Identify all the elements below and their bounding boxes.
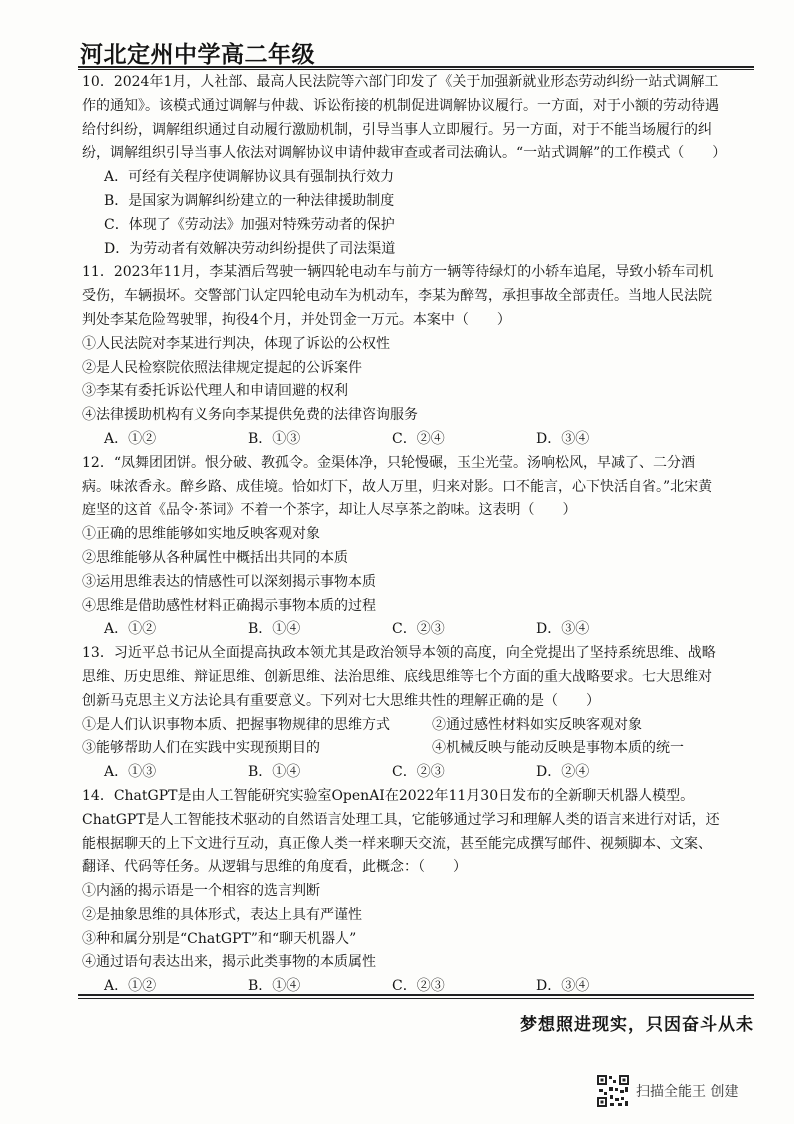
question-14 — [82, 785, 722, 999]
statement-1: ①内涵的揭示语是一个相容的选言判断 — [82, 883, 320, 900]
statements-row-2 — [82, 737, 722, 761]
option-b: B．①③ — [248, 430, 301, 447]
question-13 — [82, 642, 722, 785]
option-c: C．②③ — [392, 978, 445, 995]
statement-3: ③种和属分别是“ChatGPT”和“聊天机器人” — [82, 930, 357, 947]
school-title: 河北定州中学高二年级 — [80, 42, 315, 68]
statement-2: ②思维能够从各种属性中概括出共同的本质 — [82, 549, 348, 566]
statement-2: ②是抽象思维的具体形式，表达上具有严谨性 — [82, 906, 362, 923]
option-c: C．体现了《劳动法》加强对特殊劳动者的保护 — [104, 216, 395, 233]
option-b: B．①④ — [248, 621, 301, 638]
option-d: D．③④ — [536, 430, 590, 447]
question-stem: 14．ChatGPT是由人工智能研究实验室OpenAI在2022年11月30日发布的全新聊天机器人模型。ChatGPT是人工智能技术驱动的自然语言处理工具，它能够通过学习和理解人类的语言来进行对话，还能根据聊天的上下文进行互动，真正像人类一样来聊天交流，甚至能完成撰写邮件、视频脚本、文案、翻译、代码等任务。从逻辑与思维的角度看，此概念：（ ） — [82, 787, 720, 876]
qr-code-icon — [596, 1074, 630, 1108]
option-c: C．②④ — [392, 430, 445, 447]
statement-1: ①人民法院对李某进行判决，体现了诉讼的公权性 — [82, 335, 390, 352]
statements-row-1 — [82, 714, 722, 738]
option-a: A．①② — [104, 430, 157, 447]
option-b: B．①④ — [248, 978, 301, 995]
option-d: D．③④ — [536, 621, 590, 638]
scanner-watermark — [596, 1074, 738, 1108]
footer-rule-thin — [78, 998, 754, 999]
option-d: D．为劳动者有效解决劳动纠纷提供了司法渠道 — [104, 240, 396, 257]
statement-2: ②通过感性材料如实反映客观对象 — [432, 716, 642, 733]
option-b: B．①④ — [248, 764, 301, 781]
scanner-app-text: 扫描全能王 创建 — [636, 1084, 739, 1100]
question-10 — [82, 71, 727, 261]
option-c: C．②③ — [392, 764, 445, 781]
option-c: C．②③ — [392, 621, 445, 638]
statement-3: ③能够帮助人们在实践中实现预期目的 — [82, 740, 320, 757]
statement-4: ④通过语句表达出来，揭示此类事物的本质属性 — [82, 954, 376, 971]
options-row — [82, 618, 722, 642]
questions-body — [82, 71, 727, 999]
statement-4: ④思维是借助感性材料正确揭示事物本质的过程 — [82, 597, 376, 614]
options-row — [82, 761, 722, 785]
header-rule-thin — [78, 69, 754, 70]
option-b: B．是国家为调解纠纷建立的一种法律援助制度 — [104, 192, 395, 209]
options-row — [82, 428, 722, 452]
option-d: D．③④ — [536, 978, 590, 995]
footer-rule — [78, 994, 754, 996]
option-a: A．①② — [104, 621, 157, 638]
option-a: A．①② — [104, 978, 157, 995]
footer-slogan: 梦想照进现实，只因奋斗从未 — [520, 1015, 754, 1035]
question-stem: 10．2024年1月，人社部、最高人民法院等六部门印发了《关于加强新就业形态劳动纠纷一站式调解工作的通知》。该模式通过调解与仲裁、诉讼衔接的机制促进调解协议履行。一方面，对于小额的劳动待遇给付纠纷，调解组织通过自动履行激励机制，引导当事人立即履行。另一方面，对于不能当场履行的纠纷，调解组织引导当事人依法对调解协议申请仲裁审查或者司法确认。“一站式调解”的工作模式（ ） — [82, 74, 727, 162]
statement-4: ④法律援助机构有义务向李某提供免费的法律咨询服务 — [82, 407, 418, 424]
option-a: A．可经有关程序使调解协议具有强制执行效力 — [104, 169, 395, 186]
option-a: A．①③ — [104, 764, 157, 781]
question-11 — [82, 261, 722, 451]
question-stem: 13．习近平总书记从全面提高执政本领尤其是政治领导本领的高度，向全党提出了坚持系统思维、战略思维、历史思维、辩证思维、创新思维、法治思维、底线思维等七个方面的重大战略要求。七大思维对创新马克思主义方法论具有重要意义。下列对七大思维共性的理解正确的是（ ） — [82, 645, 716, 709]
question-stem: 12．“凤舞团团饼。恨分破、教孤令。金渠体净，只轮慢碾，玉尘光莹。汤响松风，早减了、二分酒病。味浓香永。醉乡路、成佳境。恰如灯下，故人万里，归来对影。口不能言，心下快活自省。”北宋黄庭坚的这首《品令·茶词》不着一个茶字，却让人尽享茶之韵味。这表明（ ） — [82, 454, 713, 519]
statement-1: ①是人们认识事物本质、把握事物规律的思维方式 — [82, 716, 390, 733]
statement-3: ③运用思维表达的情感性可以深刻揭示事物本质 — [82, 573, 376, 590]
statement-1: ①正确的思维能够如实地反映客观对象 — [82, 526, 320, 543]
statement-3: ③李某有委托诉讼代理人和申请回避的权利 — [82, 383, 348, 400]
header-rule — [78, 66, 754, 68]
question-12 — [82, 452, 722, 642]
statement-4: ④机械反映与能动反映是事物本质的统一 — [432, 740, 684, 757]
statement-2: ②是人民检察院依照法律规定提起的公诉案件 — [82, 359, 362, 376]
question-stem: 11．2023年11月，李某酒后驾驶一辆四轮电动车与前方一辆等待绿灯的小轿车追尾，导致小轿车司机受伤，车辆损坏。交警部门认定四轮电动车为机动车，李某为醉驾，承担事故全部责任。当地人民法院判处李某危险驾驶罪，拘役4个月，并处罚金一万元。本案中（ ） — [82, 264, 714, 328]
option-d: D．②④ — [536, 764, 590, 781]
